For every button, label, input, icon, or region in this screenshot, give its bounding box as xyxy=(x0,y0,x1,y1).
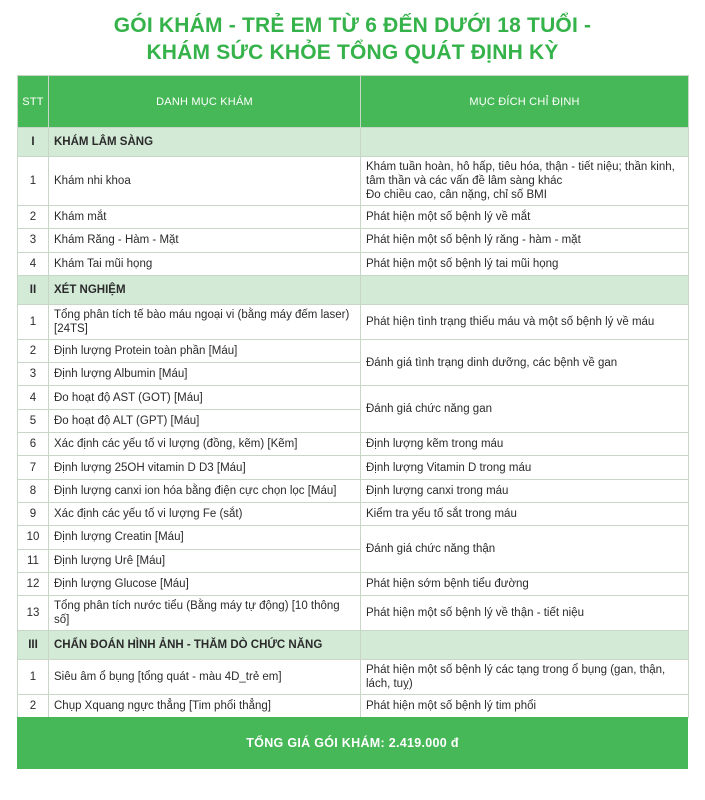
header-item: DANH MỤC KHÁM xyxy=(49,76,361,128)
table-row xyxy=(18,252,689,275)
purpose-line: Phát hiện một số bệnh lý về thận - tiết niệu xyxy=(366,607,584,620)
row-item: Định lượng canxi ion hóa bằng điện cực chọn lọc [Máu] xyxy=(49,479,361,502)
table-header-row xyxy=(18,76,689,128)
row-purpose xyxy=(361,252,689,275)
row-item: Định lượng Protein toàn phần [Máu] xyxy=(49,339,361,362)
row-purpose xyxy=(361,526,689,573)
row-stt: 10 xyxy=(18,526,49,549)
row-item: Đo hoạt độ AST (GOT) [Máu] xyxy=(49,386,361,409)
row-purpose xyxy=(361,206,689,229)
table-body xyxy=(18,128,689,718)
section-number: I xyxy=(18,128,49,157)
row-stt: 6 xyxy=(18,433,49,456)
row-item: Đo hoạt độ ALT (GPT) [Máu] xyxy=(49,409,361,432)
row-stt: 3 xyxy=(18,229,49,252)
row-purpose xyxy=(361,304,689,339)
row-purpose xyxy=(361,596,689,631)
purpose-line: Định lượng Vitamin D trong máu xyxy=(366,461,532,474)
row-purpose xyxy=(361,695,689,718)
table-row xyxy=(18,339,689,362)
row-stt: 5 xyxy=(18,409,49,432)
table-row xyxy=(18,206,689,229)
purpose-line: Phát hiện sớm bệnh tiểu đường xyxy=(366,578,529,590)
row-purpose xyxy=(361,456,689,479)
section-number: II xyxy=(18,275,49,304)
row-purpose xyxy=(361,386,689,433)
table-row xyxy=(18,695,689,718)
row-purpose xyxy=(361,502,689,525)
row-item: Xác định các yếu tố vi lượng (đồng, kẽm) [Kẽm] xyxy=(49,433,361,456)
section-title: KHÁM LÂM SÀNG xyxy=(49,128,361,157)
row-stt: 1 xyxy=(18,660,49,695)
title-line-2: KHÁM SỨC KHỎE TỔNG QUÁT ĐỊNH KỲ xyxy=(146,41,559,64)
table-row xyxy=(18,502,689,525)
table-row xyxy=(18,304,689,339)
row-stt: 3 xyxy=(18,363,49,386)
section-number: III xyxy=(18,631,49,660)
purpose-line: Phát hiện một số bệnh lý về mắt xyxy=(366,211,531,224)
row-item: Định lượng Urê [Máu] xyxy=(49,549,361,572)
checkup-package-table xyxy=(17,75,689,718)
row-stt: 9 xyxy=(18,502,49,525)
table-row xyxy=(18,479,689,502)
row-stt: 2 xyxy=(18,339,49,362)
table-row xyxy=(18,572,689,595)
table-row xyxy=(18,526,689,549)
table-row xyxy=(18,596,689,631)
section-title: XÉT NGHIỆM xyxy=(49,275,361,304)
row-stt: 2 xyxy=(18,206,49,229)
purpose-line: Khám tuần hoàn, hô hấp, tiêu hóa, thận - tiết niệu; thần kinh, xyxy=(366,161,675,173)
row-stt: 4 xyxy=(18,386,49,409)
purpose-line: lách, tuỵ) xyxy=(366,678,413,691)
row-stt: 11 xyxy=(18,549,49,572)
section-empty-cell xyxy=(361,631,689,660)
purpose-line: Đánh giá tình trạng dinh dưỡng, các bệnh về gan xyxy=(366,356,618,369)
row-item: Khám nhi khoa xyxy=(49,157,361,206)
row-item: Định lượng 25OH vitamin D D3 [Máu] xyxy=(49,456,361,479)
row-stt: 2 xyxy=(18,695,49,718)
header-stt: STT xyxy=(18,76,49,128)
table-row xyxy=(18,433,689,456)
row-stt: 12 xyxy=(18,572,49,595)
row-item: Xác định các yếu tố vi lượng Fe (sắt) xyxy=(49,502,361,525)
table-row xyxy=(18,157,689,206)
row-purpose xyxy=(361,479,689,502)
purpose-line: Phát hiện tình trạng thiếu máu và một số bệnh lý về máu xyxy=(366,315,655,328)
row-item: Tổng phân tích nước tiểu (Bằng máy tự động) [10 thông số] xyxy=(49,596,361,631)
row-purpose xyxy=(361,660,689,695)
table-row xyxy=(18,456,689,479)
page-title xyxy=(0,12,705,66)
section-row xyxy=(18,631,689,660)
purpose-line: Đánh giá chức năng thận xyxy=(366,543,496,556)
purpose-line: Kiểm tra yếu tố sắt trong máu xyxy=(366,508,517,521)
row-stt: 1 xyxy=(18,304,49,339)
title-line-1: GÓI KHÁM - TRẺ EM TỪ 6 ĐẾN DƯỚI 18 TUỔI - xyxy=(113,14,592,37)
row-item: Khám Tai mũi họng xyxy=(49,252,361,275)
table-row xyxy=(18,386,689,409)
row-purpose xyxy=(361,339,689,386)
purpose-line: Đo chiều cao, cân nặng, chỉ số BMI xyxy=(366,189,547,201)
purpose-line: Phát hiện một số bệnh lý tim phổi xyxy=(366,700,537,713)
section-empty-cell xyxy=(361,275,689,304)
row-item: Khám Răng - Hàm - Mặt xyxy=(49,229,361,252)
row-stt: 7 xyxy=(18,456,49,479)
table-row xyxy=(18,660,689,695)
row-item: Định lượng Albumin [Máu] xyxy=(49,363,361,386)
row-stt: 1 xyxy=(18,157,49,206)
table-row xyxy=(18,229,689,252)
row-stt: 4 xyxy=(18,252,49,275)
purpose-line: Định lượng kẽm trong máu xyxy=(366,438,504,451)
purpose-line: tâm thần và các vấn đề lâm sàng khác xyxy=(366,175,563,187)
section-empty-cell xyxy=(361,128,689,157)
section-row xyxy=(18,128,689,157)
row-stt: 8 xyxy=(18,479,49,502)
purpose-line: Phát hiện một số bệnh lý các tạng trong ổ bụng (gan, thận, xyxy=(366,664,666,677)
row-purpose xyxy=(361,572,689,595)
row-purpose xyxy=(361,433,689,456)
row-stt: 13 xyxy=(18,596,49,631)
purpose-line: Phát hiện một số bệnh lý răng - hàm - mặt xyxy=(366,234,581,247)
header-purpose: MỤC ĐÍCH CHỈ ĐỊNH xyxy=(361,76,689,128)
purpose-line: Đánh giá chức năng gan xyxy=(366,403,492,416)
purpose-line: Định lượng canxi trong máu xyxy=(366,484,509,497)
section-row xyxy=(18,275,689,304)
section-title: CHẨN ĐOÁN HÌNH ẢNH - THĂM DÒ CHỨC NĂNG xyxy=(49,631,361,660)
row-purpose xyxy=(361,157,689,206)
row-item: Định lượng Glucose [Máu] xyxy=(49,572,361,595)
row-purpose xyxy=(361,229,689,252)
purpose-line: Phát hiện một số bệnh lý tai mũi họng xyxy=(366,257,559,270)
row-item: Chụp Xquang ngực thẳng [Tim phổi thẳng] xyxy=(49,695,361,718)
row-item: Khám mắt xyxy=(49,206,361,229)
row-item: Tổng phân tích tế bào máu ngoại vi (bằng máy đếm laser) [24TS] xyxy=(49,304,361,339)
row-item: Siêu âm ổ bụng [tổng quát - màu 4D_trẻ em] xyxy=(49,660,361,695)
row-item: Định lượng Creatin [Máu] xyxy=(49,526,361,549)
total-price-banner: TỔNG GIÁ GÓI KHÁM: 2.419.000 đ xyxy=(17,717,688,769)
